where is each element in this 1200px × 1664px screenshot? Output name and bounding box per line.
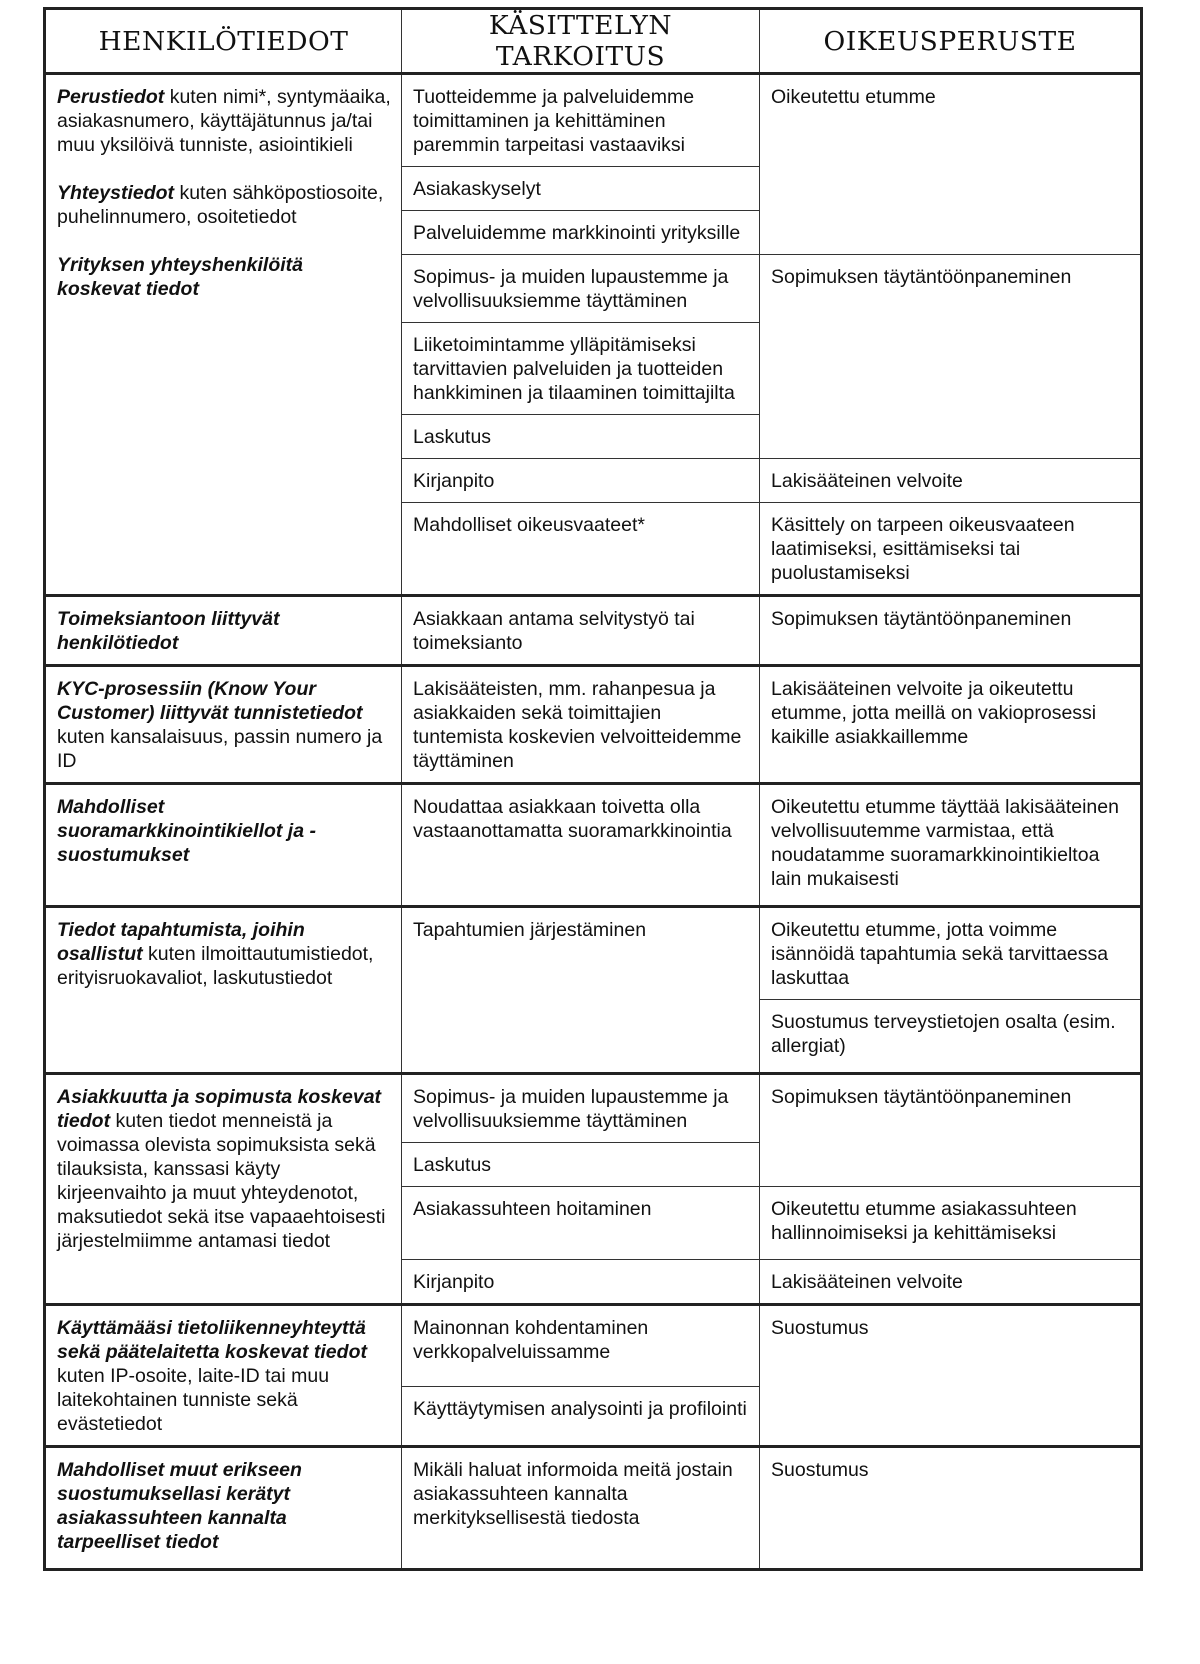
table-row bbox=[45, 1074, 1142, 1143]
purpose-cell: Sopimus- ja muiden lupaustemme ja velvollisuuksiemme täyttäminen bbox=[402, 1074, 760, 1143]
data-label: Tiedot tapahtumista, joihin osallistut bbox=[57, 919, 305, 965]
purpose-cell: Noudattaa asiakkaan toivetta olla vastaanottamatta suoramarkkinointia bbox=[402, 784, 760, 907]
purpose-cell: Käyttäytymisen analysointi ja profilointi bbox=[402, 1387, 760, 1447]
purpose-cell: Kirjanpito bbox=[402, 1260, 760, 1305]
legal-basis-cell: Sopimuksen täytäntöönpaneminen bbox=[760, 596, 1142, 666]
data-label: Yrityksen yhteyshenkilöitä koskevat tiedot bbox=[57, 254, 304, 300]
header-purpose: KÄSITTELYN TARKOITUS bbox=[402, 9, 760, 74]
purpose-cell: Mikäli haluat informoida meitä jostain asiakassuhteen kannalta merkityksellisestä tiedosta bbox=[402, 1447, 760, 1570]
table-row bbox=[45, 784, 1142, 907]
purpose-cell: Laskutus bbox=[402, 1143, 760, 1187]
legal-basis-cell: Käsittely on tarpeen oikeusvaateen laatimiseksi, esittämiseksi tai puolustamiseksi bbox=[760, 503, 1142, 596]
table-row bbox=[45, 666, 1142, 784]
table-row bbox=[45, 1447, 1142, 1570]
data-label: Mahdolliset suoramarkkinointikiellot ja -suostumukset bbox=[57, 796, 316, 866]
table-row bbox=[45, 1305, 1142, 1387]
data-paragraph bbox=[57, 253, 391, 301]
purpose-cell: Tuotteidemme ja palveluidemme toimittaminen ja kehittäminen paremmin tarpeitasi vastaaviksi bbox=[402, 74, 760, 167]
personal-data-cell bbox=[45, 596, 402, 666]
data-paragraph bbox=[57, 85, 391, 157]
data-processing-table-frame bbox=[43, 7, 1140, 1571]
data-label: Yhteystiedot bbox=[57, 182, 175, 204]
purpose-cell: Sopimus- ja muiden lupaustemme ja velvollisuuksiemme täyttäminen bbox=[402, 255, 760, 323]
legal-basis-cell: Sopimuksen täytäntöönpaneminen bbox=[760, 1074, 1142, 1187]
legal-basis-cell: Lakisääteinen velvoite ja oikeutettu etumme, jotta meillä on vakioprosessi kaikille asiakkaillemme bbox=[760, 666, 1142, 784]
purpose-cell: Mahdolliset oikeusvaateet* bbox=[402, 503, 760, 596]
data-label: Toimeksiantoon liittyvät henkilötiedot bbox=[57, 608, 280, 654]
data-label: KYC-prosessiin (Know Your Customer) liittyvät tunnistetiedot bbox=[57, 678, 363, 724]
legal-basis-cell: Suostumus bbox=[760, 1305, 1142, 1447]
data-text: kuten ilmoittautumistiedot, erityisruokavaliot, laskutustiedot bbox=[57, 943, 374, 989]
data-label: Perustiedot bbox=[57, 86, 165, 108]
purpose-cell: Laskutus bbox=[402, 415, 760, 459]
personal-data-cell bbox=[45, 1074, 402, 1305]
data-label: Käyttämääsi tietoliikenneyhteyttä sekä päätelaitetta koskevat tiedot bbox=[57, 1317, 367, 1363]
purpose-cell: Liiketoimintamme ylläpitämiseksi tarvittavien palveluiden ja tuotteiden hankkiminen ja tilaaminen toimittajilta bbox=[402, 323, 760, 415]
personal-data-cell bbox=[45, 666, 402, 784]
personal-data-cell bbox=[45, 1305, 402, 1447]
legal-basis-cell: Lakisääteinen velvoite bbox=[760, 459, 1142, 503]
data-text: kuten IP-osoite, laite-ID tai muu laitekohtainen tunniste sekä evästetiedot bbox=[57, 1365, 330, 1435]
personal-data-cell bbox=[45, 784, 402, 907]
purpose-cell: Mainonnan kohdentaminen verkkopalveluissamme bbox=[402, 1305, 760, 1387]
table-row bbox=[45, 907, 1142, 1000]
table-row bbox=[45, 74, 1142, 167]
header-personal-data: HENKILÖTIEDOT bbox=[45, 9, 402, 74]
data-label: Asiakkuutta ja sopimusta koskevat tiedot bbox=[57, 1086, 382, 1132]
purpose-cell: Asiakaskyselyt bbox=[402, 167, 760, 211]
data-text: kuten sähköpostiosoite, puhelinnumero, osoitetiedot bbox=[57, 182, 384, 228]
data-text: kuten tiedot menneistä ja voimassa olevista sopimuksista sekä tilauksista, kanssasi käyty kirjeenvaihto ja muut yhteydenotot, maksutiedot sekä itse vapaaehtoisesti järjestelmiimme antamasi tiedot bbox=[57, 1110, 386, 1252]
purpose-cell: Asiakassuhteen hoitaminen bbox=[402, 1187, 760, 1260]
data-paragraph bbox=[57, 181, 391, 229]
legal-basis-cell: Suostumus terveystietojen osalta (esim. allergiat) bbox=[760, 1000, 1142, 1074]
personal-data-cell bbox=[45, 907, 402, 1074]
legal-basis-cell: Lakisääteinen velvoite bbox=[760, 1260, 1142, 1305]
header-row bbox=[45, 9, 1142, 74]
legal-basis-cell: Suostumus bbox=[760, 1447, 1142, 1570]
legal-basis-cell: Oikeutettu etumme täyttää lakisääteinen velvollisuutemme varmistaa, että noudatamme suoramarkkinointikieltoa lain mukaisesti bbox=[760, 784, 1142, 907]
data-text: kuten nimi*, syntymäaika, asiakasnumero, käyttäjätunnus ja/tai muu yksilöivä tunniste, asiointikieli bbox=[57, 86, 391, 156]
table-row bbox=[45, 596, 1142, 666]
legal-basis-cell: Sopimuksen täytäntöönpaneminen bbox=[760, 255, 1142, 459]
legal-basis-cell: Oikeutettu etumme, jotta voimme isännöidä tapahtumia sekä tarvittaessa laskuttaa bbox=[760, 907, 1142, 1000]
header-legal-basis: OIKEUSPERUSTE bbox=[760, 9, 1142, 74]
data-processing-table bbox=[43, 7, 1143, 1571]
purpose-cell: Tapahtumien järjestäminen bbox=[402, 907, 760, 1074]
data-label: Mahdolliset muut erikseen suostumuksellasi kerätyt asiakassuhteen kannalta tarpeelliset tiedot bbox=[57, 1459, 302, 1553]
purpose-cell: Lakisääteisten, mm. rahanpesua ja asiakkaiden sekä toimittajien tuntemista koskevien velvoitteidemme täyttäminen bbox=[402, 666, 760, 784]
personal-data-cell bbox=[45, 1447, 402, 1570]
purpose-cell: Kirjanpito bbox=[402, 459, 760, 503]
data-text: kuten kansalaisuus, passin numero ja ID bbox=[57, 726, 383, 772]
personal-data-cell bbox=[45, 74, 402, 596]
legal-basis-cell: Oikeutettu etumme bbox=[760, 74, 1142, 255]
legal-basis-cell: Oikeutettu etumme asiakassuhteen hallinnoimiseksi ja kehittämiseksi bbox=[760, 1187, 1142, 1260]
purpose-cell: Asiakkaan antama selvitystyö tai toimeksianto bbox=[402, 596, 760, 666]
purpose-cell: Palveluidemme markkinointi yrityksille bbox=[402, 211, 760, 255]
